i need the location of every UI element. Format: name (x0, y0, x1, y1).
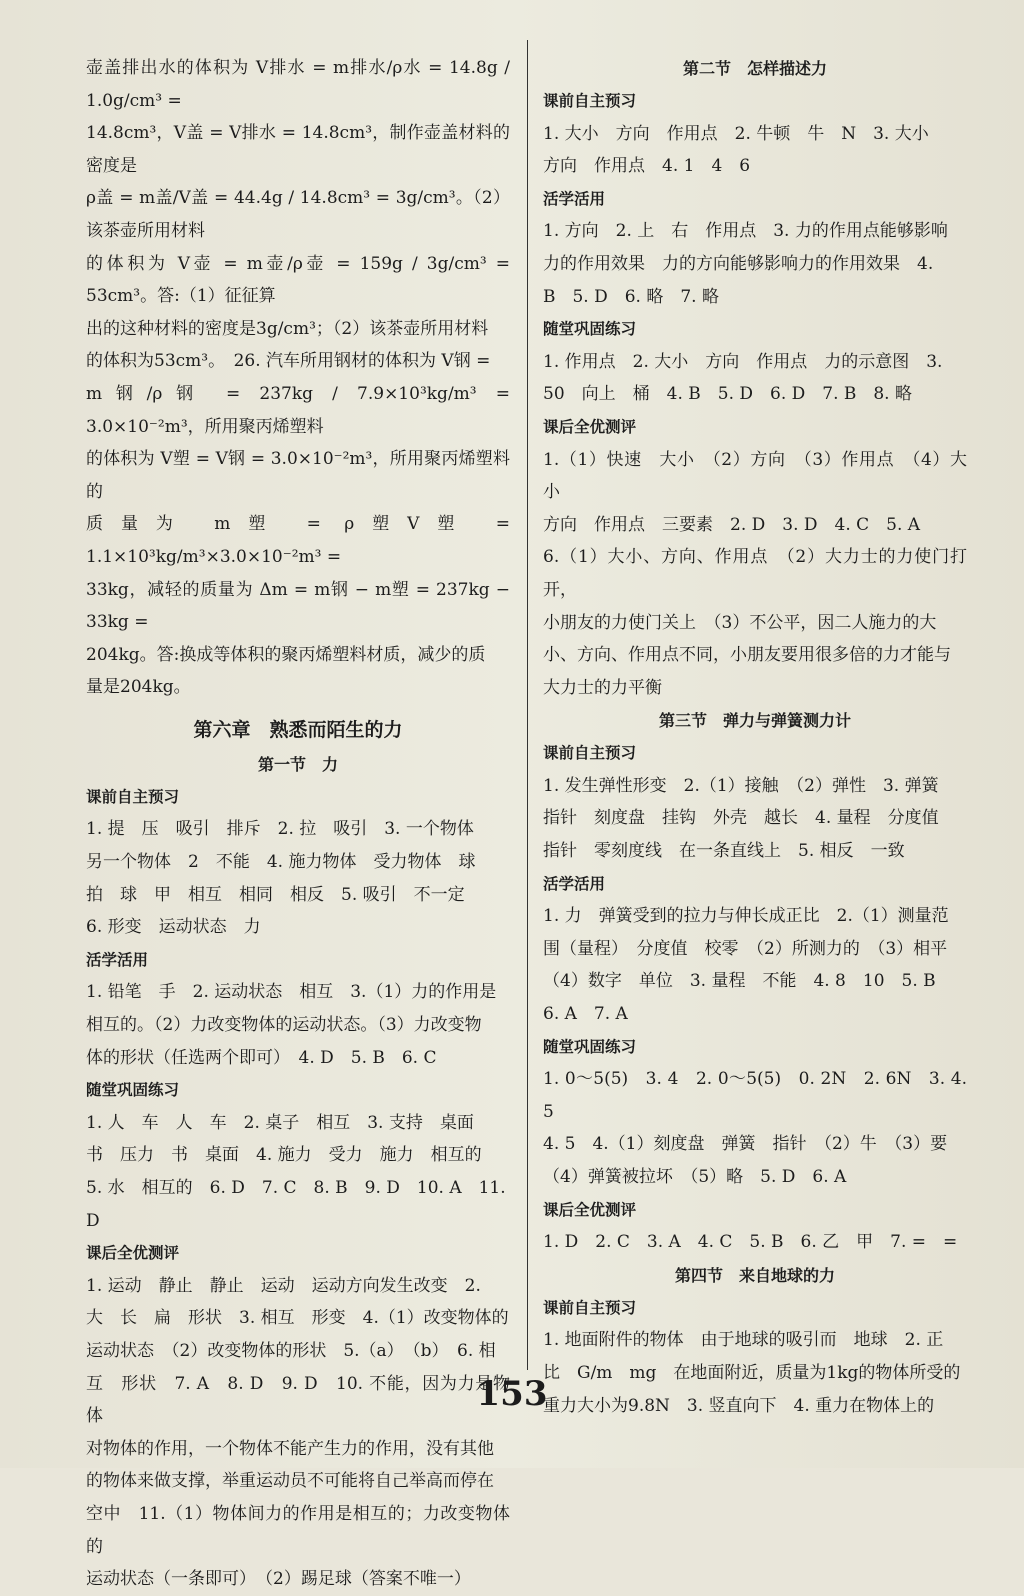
text-line: 力的作用效果 力的方向能够影响力的作用效果 4. (543, 253, 934, 274)
subsection-heading: 课前自主预习 (86, 787, 180, 806)
text-line: 的体积为53cm³。 26. 汽车所用钢材的体积为 V钢 = (86, 351, 491, 372)
text-line: （4）数字 单位 3. 量程 不能 4. 8 10 5. B (543, 971, 936, 992)
text-line: 空中 11.（1）物体间力的作用是相互的；力改变物体的 (86, 1503, 510, 1557)
text-line: 互 形状 7. A 8. D 9. D 10. 不能，因为力是物体 (86, 1373, 510, 1427)
text-line: 指针 刻度盘 挂钩 外壳 越长 4. 量程 分度值 (543, 808, 939, 829)
subsection-heading: 课后全优测评 (543, 1200, 637, 1219)
text-line: 1. 地面附件的物体 由于地球的吸引而 地球 2. 正 (543, 1330, 944, 1351)
text-line: 1. 作用点 2. 大小 方向 作用点 力的示意图 3. (543, 351, 943, 372)
text-line: 方向 作用点 4. 1 4 6 (543, 156, 751, 177)
text-line: 运动状态（一条即可） （2）踢足球（答案不唯一） (86, 1569, 471, 1590)
subsection-heading: 随堂巩固练习 (86, 1081, 180, 1100)
text-line: 小朋友的力使门关上 （3）不公平，因二人施力的大 (543, 612, 937, 633)
section-title: 第四节 来自地球的力 (674, 1265, 835, 1285)
text-line: 6. A 7. A (543, 1004, 628, 1025)
text-line: 相互的。（2）力改变物体的运动状态。（3）力改变物 (86, 1015, 482, 1036)
subsection-heading: 课后全优测评 (543, 417, 637, 436)
text-line: 6. 形变 运动状态 力 (86, 917, 261, 938)
subsection-heading: 活学活用 (86, 950, 149, 969)
text-line: 50 向上 桶 4. B 5. D 6. D 7. B 8. 略 (543, 384, 912, 405)
text-line: 204kg。答:换成等体积的聚丙烯塑料材质，减少的质 (86, 644, 486, 665)
subsection-heading: 活学活用 (543, 189, 606, 208)
text-line: 1. 提 压 吸引 排斥 2. 拉 吸引 3. 一个物体 (86, 819, 474, 840)
text-line: 的体积为 V塑 = V钢 = 3.0×10⁻²m³，所用聚丙烯塑料的 (86, 449, 510, 502)
text-line: 6.（1）大小、方向、作用点 （2）大力士的力使门打开， (543, 547, 967, 600)
text-line: 1. D 2. C 3. A 4. C 5. B 6. 乙 甲 7. = = (543, 1232, 958, 1253)
continuation-text (86, 52, 516, 704)
text-line: 运动状态 （2）改变物体的形状 5.（a） （b） 6. 相 (86, 1340, 496, 1361)
text-line: 的体积为 V壶 = m壶/ρ壶 = 159g / 3g/cm³ = 53cm³。答:（1）征征算 (86, 253, 516, 307)
section-title: 第一节 力 (257, 754, 338, 774)
section-title: 第三节 弹力与弹簧测力计 (658, 711, 851, 731)
subsection-heading: 课后全优测评 (86, 1244, 180, 1263)
text-line: 指针 零刻度线 在一条直线上 5. 相反 一致 (543, 841, 905, 862)
text-line: （4）弹簧被拉坏 （5）略 5. D 6. A (543, 1167, 847, 1187)
text-line: 拍 球 甲 相互 相同 相反 5. 吸引 不一定 (86, 884, 465, 905)
subsection-heading: 随堂巩固练习 (543, 1037, 637, 1056)
text-line: 的物体来做支撑，举重运动员不可能将自己举高而停在 (86, 1471, 494, 1492)
text-line: 重力大小为9.8N 3. 竖直向下 4. 重力在物体上的 (543, 1395, 935, 1416)
page-number: 153 (476, 1374, 548, 1414)
text-line: D (86, 1210, 100, 1231)
chapter-title: 第六章 熟悉而陌生的力 (193, 718, 403, 741)
text-line: 1. 铅笔 手 2. 运动状态 相互 3.（1）力的作用是 (86, 982, 497, 1003)
text-line: 小、方向、作用点不同，小朋友要用很多倍的力才能与 (543, 645, 951, 666)
text-line: 出的这种材料的密度是3g/cm³；（2）该茶壶所用材料 (86, 318, 489, 339)
text-line: 体的形状（任选两个即可） 4. D 5. B 6. C (86, 1047, 437, 1068)
text-line: 质量为 m塑 = ρ塑V塑 = 1.1×10³kg/m³×3.0×10⁻²m³ = (86, 514, 516, 567)
column-divider (527, 40, 528, 1370)
text-line: 比 G/m mg 在地面附近，质量为1kg的物体所受的 (543, 1362, 961, 1383)
text-line: 14.8cm³，V盖 = V排水 = 14.8cm³，制作壶盖材料的密度是 (86, 123, 510, 176)
text-line: 1. 力 弹簧受到的拉力与伸长成正比 2.（1）测量范 (543, 906, 949, 927)
text-line: 壶盖排出水的体积为 V排水 = m排水/ρ水 = 14.8g / 1.0g/cm³ = (86, 58, 516, 111)
subsection-heading: 课前自主预习 (543, 1298, 637, 1317)
subsection-heading: 随堂巩固练习 (543, 320, 637, 339)
text-line: 33kg，减轻的质量为 Δm = m钢 − m塑 = 237kg − 33kg = (86, 579, 516, 633)
text-line: 1. 方向 2. 上 右 作用点 3. 力的作用点能够影响 (543, 221, 948, 242)
text-line: 1. 大小 方向 作用点 2. 牛顿 牛 N 3. 大小 (543, 123, 929, 144)
text-line: 1. 发生弹性形变 2.（1）接触 （2）弹性 3. 弹簧 (543, 775, 939, 796)
text-line: 书 压力 书 桌面 4. 施力 受力 施力 相互的 (86, 1145, 482, 1166)
subsection-heading: 课前自主预习 (543, 744, 637, 763)
text-line: B 5. D 6. 略 7. 略 (543, 286, 719, 307)
text-line: 1. 运动 静止 静止 运动 运动方向发生改变 2. (86, 1275, 481, 1296)
text-line: 5. 水 相互的 6. D 7. C 8. B 9. D 10. A 11. (86, 1178, 506, 1198)
subsection-heading: 活学活用 (543, 874, 606, 893)
text-line: 大力士的力平衡 (543, 677, 662, 698)
text-line: 量是204kg。 (86, 677, 191, 698)
text-line: m钢/ρ钢 = 237kg / 7.9×10³kg/m³ = 3.0×10⁻²m³，所用聚丙烯塑料 (86, 383, 516, 437)
text-line: 对物体的作用，一个物体不能产生力的作用，没有其他 (86, 1438, 494, 1459)
text-line: ρ盖 = m盖/V盖 = 44.4g / 14.8cm³ = 3g/cm³。（2）该茶壶所用材料 (86, 188, 510, 241)
text-line: 围（量程） 分度值 校零 （2）所测力的 （3）相平 (543, 938, 948, 959)
text-line: 4. 5 4.（1）刻度盘 弹簧 指针 （2）牛 （3）要 (543, 1134, 948, 1155)
text-line: 1.（1）快速 大小 （2）方向 （3）作用点 （4）大小 (543, 449, 967, 503)
text-line: 1. 0～5(5) 3. 4 2. 0～5(5) 0. 2N 2. 6N 3. 4. 5 (543, 1069, 973, 1122)
text-line: 1. 人 车 人 车 2. 桌子 相互 3. 支持 桌面 (86, 1112, 474, 1133)
text-line: 另一个物体 2 不能 4. 施力物体 受力物体 球 (86, 852, 476, 873)
text-line: 大 长 扁 形状 3. 相互 形变 4.（1）改变物体的 (86, 1308, 509, 1329)
text-line: 方向 作用点 三要素 2. D 3. D 4. C 5. A (543, 514, 921, 535)
right-column (543, 52, 973, 1422)
subsection-heading: 课前自主预习 (543, 92, 637, 110)
section-title: 第二节 怎样描述力 (682, 59, 827, 78)
